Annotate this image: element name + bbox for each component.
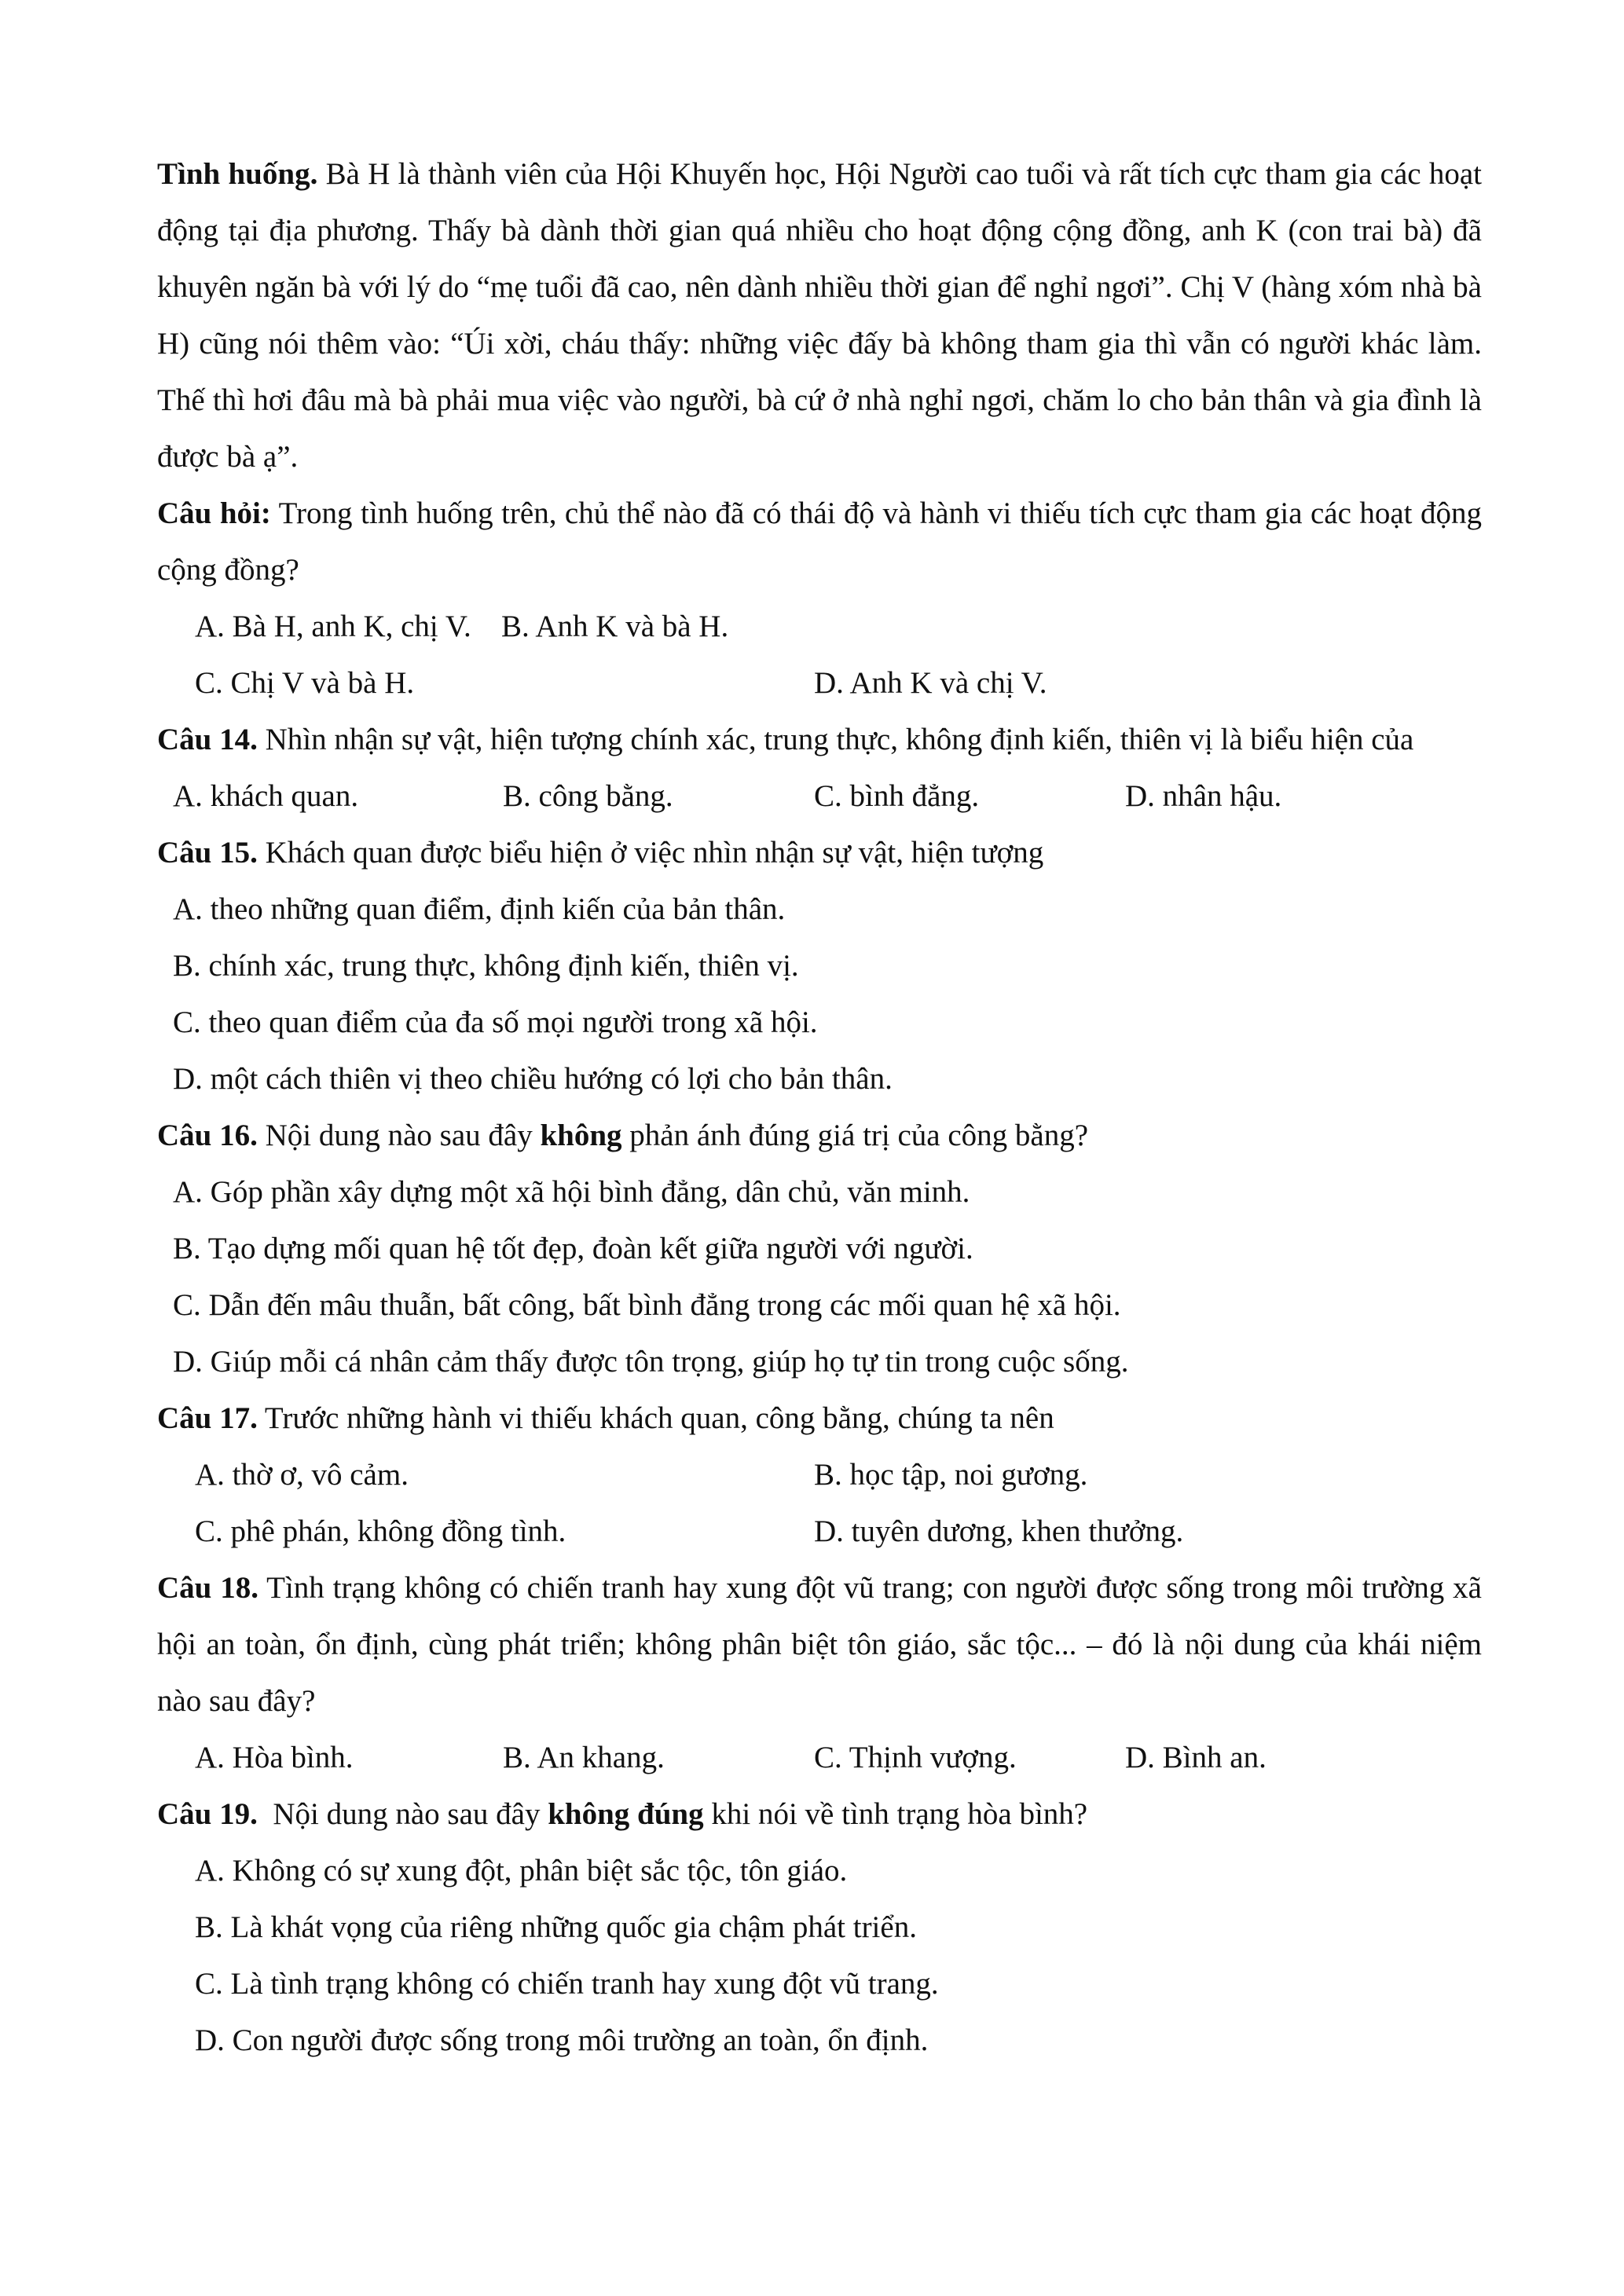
question-13-option-a: A. Bà H, anh K, chị V. <box>195 610 471 643</box>
question-15-option-b: B. chính xác, trung thực, không định kiến, thiên vị. <box>173 949 799 983</box>
question-18-option-d: D. Bình an. <box>1125 1741 1267 1774</box>
question-17-option-c: C. phê phán, không đồng tình. <box>195 1514 566 1548</box>
question-18 <box>157 1560 1482 1730</box>
question-17-option-b: B. học tập, noi gương. <box>814 1458 1088 1492</box>
question-19-option-d: D. Con người được sống trong môi trường an toàn, ổn định. <box>195 2023 929 2057</box>
question-14-label: Câu 14. <box>157 723 258 756</box>
question-14 <box>157 712 1482 768</box>
question-14-option-b: B. công bằng. <box>503 779 673 813</box>
question-14-option-a: A. khách quan. <box>173 779 359 813</box>
question-18-option-a: A. Hòa bình. <box>195 1741 354 1774</box>
question-15-option-c: C. theo quan điểm của đa số mọi người trong xã hội. <box>173 1005 818 1039</box>
question-14-text: Nhìn nhận sự vật, hiện tượng chính xác, trung thực, không định kiến, thiên vị là biểu hiện của <box>257 723 1414 756</box>
question-17 <box>157 1390 1482 1447</box>
question-13 <box>157 485 1482 599</box>
question-14-option-c: C. bình đẳng. <box>814 779 980 813</box>
question-15-option-a: A. theo những quan điểm, định kiến của bản thân. <box>173 892 786 926</box>
situation-label: Tình huống. <box>157 157 318 191</box>
question-19-text-bold: không đúng <box>548 1797 704 1831</box>
question-16-option-b: B. Tạo dựng mối quan hệ tốt đẹp, đoàn kết giữa người với người. <box>173 1232 973 1265</box>
question-18-option-b: B. An khang. <box>503 1741 665 1774</box>
question-14-option-d: D. nhân hậu. <box>1125 779 1282 813</box>
question-17-label: Câu 17. <box>157 1401 258 1435</box>
question-19-label: Câu 19. <box>157 1797 258 1831</box>
question-19-option-c: C. Là tình trạng không có chiến tranh hay xung đột vũ trang. <box>195 1967 939 2001</box>
question-16-label: Câu 16. <box>157 1119 258 1152</box>
question-13-options-row-2 <box>157 655 1482 712</box>
question-15-text: Khách quan được biểu hiện ở việc nhìn nhận sự vật, hiện tượng <box>257 836 1044 870</box>
question-16-text-post: phản ánh đúng giá trị của công bằng? <box>621 1119 1089 1152</box>
question-15-option-d: D. một cách thiên vị theo chiều hướng có lợi cho bản thân. <box>173 1062 893 1096</box>
question-19-text-post: khi nói về tình trạng hòa bình? <box>703 1797 1088 1831</box>
question-18-label: Câu 18. <box>157 1571 258 1605</box>
question-13-option-d: D. Anh K và chị V. <box>814 666 1047 700</box>
question-16-text-bold: không <box>540 1119 622 1152</box>
question-16-text-pre: Nội dung nào sau đây <box>257 1119 541 1152</box>
question-19-text-pre: Nội dung nào sau đây <box>257 1797 548 1831</box>
document-page <box>157 146 1482 2069</box>
question-13-options-row-1 <box>157 599 1482 655</box>
question-18-text: Tình trạng không có chiến tranh hay xung đột vũ trang; con người được sống trong môi trường xã hội an toàn, ổn định, cùng phát triển; không phân biệt tôn giáo, sắc tộc... – đó là nội dung của khái niệm nào sau đây? <box>157 1571 1482 1718</box>
question-16-option-d: D. Giúp mỗi cá nhân cảm thấy được tôn trọng, giúp họ tự tin trong cuộc sống. <box>173 1345 1129 1379</box>
question-16-option-a: A. Góp phần xây dựng một xã hội bình đẳng, dân chủ, văn minh. <box>173 1175 970 1209</box>
situation-text: Bà H là thành viên của Hội Khuyến học, Hội Người cao tuổi và rất tích cực tham gia các hoạt động tại địa phương. Thấy bà dành thời gian quá nhiều cho hoạt động cộng đồng, anh K (con trai bà) đã khuyên ngăn bà với lý do “mẹ tuổi đã cao, nên dành nhiều thời gian để nghỉ ngơi”. Chị V (hàng xóm nhà bà H) cũng nói thêm vào: “Úi xời, cháu thấy: những việc đấy bà không tham gia thì vẫn có người khác làm. Thế thì hơi đâu mà bà phải mua việc vào người, bà cứ ở nhà nghỉ ngơi, chăm lo cho bản thân và gia đình là được bà ạ”. <box>157 157 1482 474</box>
question-17-option-a: A. thờ ơ, vô cảm. <box>195 1458 409 1492</box>
question-18-options <box>157 1730 1482 1786</box>
question-16 <box>157 1108 1482 1164</box>
question-19 <box>157 1786 1482 1843</box>
question-17-text: Trước những hành vi thiếu khách quan, công bằng, chúng ta nên <box>257 1401 1054 1435</box>
question-19-option-a: A. Không có sự xung đột, phân biệt sắc tộc, tôn giáo. <box>195 1854 848 1888</box>
question-19-option-b: B. Là khát vọng của riêng những quốc gia chậm phát triển. <box>195 1910 917 1944</box>
question-15 <box>157 825 1482 881</box>
question-17-option-d: D. tuyên dương, khen thưởng. <box>814 1514 1184 1548</box>
question-13-option-b: B. Anh K và bà H. <box>501 610 729 643</box>
question-17-options-row-2 <box>157 1503 1482 1560</box>
situation-paragraph <box>157 146 1482 485</box>
question-14-options <box>157 768 1482 825</box>
question-13-label: Câu hỏi: <box>157 496 271 530</box>
question-18-option-c: C. Thịnh vượng. <box>814 1741 1017 1774</box>
question-15-label: Câu 15. <box>157 836 258 870</box>
question-13-option-c: C. Chị V và bà H. <box>195 666 415 700</box>
question-16-option-c: C. Dẫn đến mâu thuẫn, bất công, bất bình đẳng trong các mối quan hệ xã hội. <box>173 1288 1121 1322</box>
question-17-options-row-1 <box>157 1447 1482 1503</box>
question-13-text: Trong tình huống trên, chủ thể nào đã có thái độ và hành vi thiếu tích cực tham gia các hoạt động cộng đồng? <box>157 496 1482 587</box>
